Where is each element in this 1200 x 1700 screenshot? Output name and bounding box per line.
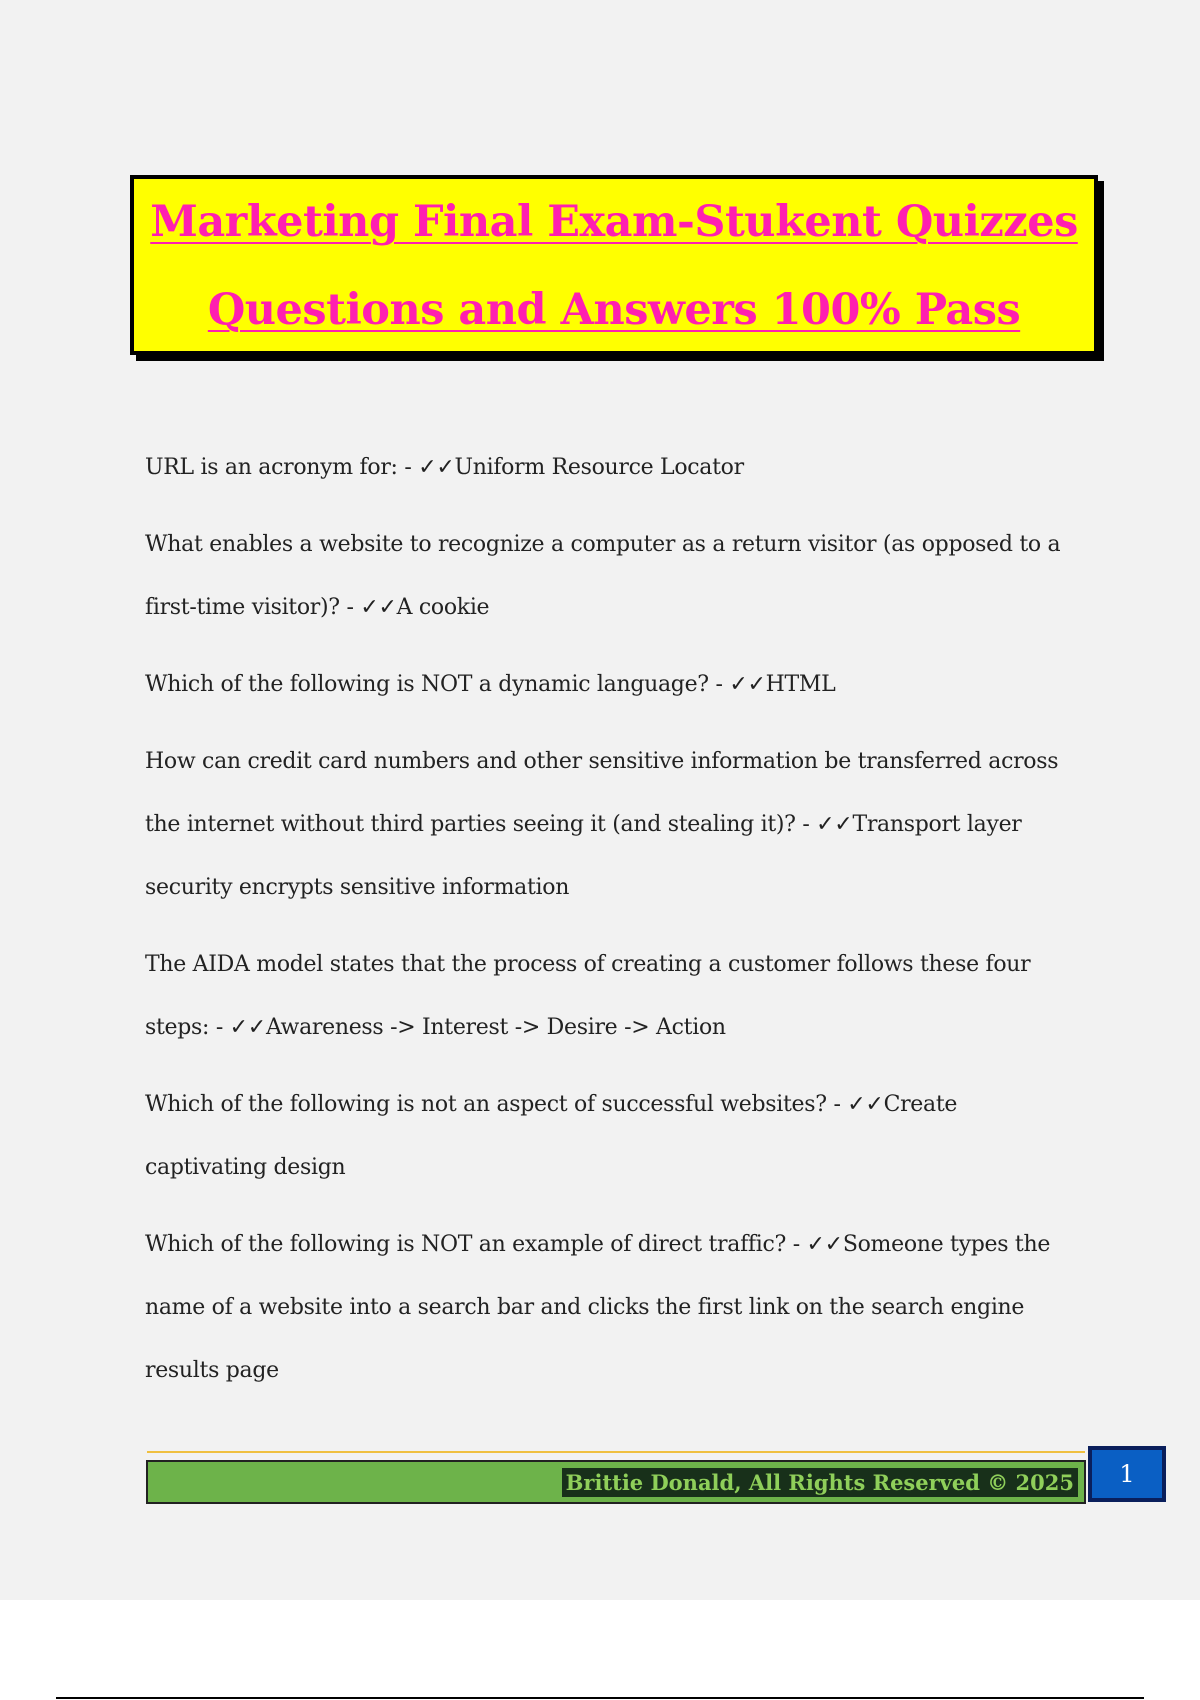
check-icon: ✓✓ <box>729 672 766 697</box>
check-icon: ✓✓ <box>847 1092 884 1117</box>
answer-text: HTML <box>765 672 836 697</box>
answer-text: Create captivating design <box>145 1092 958 1180</box>
question-text: How can credit card numbers and other sensitive information be transferred across the internet without third parties seeing it (and stealing it)? - <box>145 749 1059 837</box>
page-number: 1 <box>1088 1446 1166 1502</box>
question-text: What enables a website to recognize a computer as a return visitor (as opposed to a first-time visitor)? - <box>145 532 1061 620</box>
answer-text: Someone types the name of a website into a search bar and clicks the first link on the search engine results page <box>145 1232 1051 1383</box>
qa-list <box>145 436 1085 1416</box>
qa-item <box>145 513 1085 639</box>
question-text: Which of the following is NOT a dynamic language? - <box>145 672 730 697</box>
question-text: URL is an acronym for: - <box>145 455 419 480</box>
question-text: Which of the following is NOT an example of direct traffic? - <box>145 1232 807 1257</box>
check-icon: ✓✓ <box>816 812 853 837</box>
footer-bar <box>146 1460 1086 1504</box>
qa-item <box>145 653 1085 716</box>
question-text: Which of the following is not an aspect of successful websites? - <box>145 1092 848 1117</box>
qa-item <box>145 1213 1085 1402</box>
answer-text: Awareness -> Interest -> Desire -> Action <box>265 1015 726 1040</box>
page-bottom-divider <box>56 1697 1144 1699</box>
check-icon: ✓✓ <box>418 455 455 480</box>
answer-text: Uniform Resource Locator <box>454 455 744 480</box>
qa-item <box>145 436 1085 499</box>
qa-item <box>145 730 1085 919</box>
answer-text: Transport layer security encrypts sensitive information <box>145 812 1022 900</box>
title-line-1: Marketing Final Exam-Stukent Quizzes <box>150 197 1078 247</box>
check-icon: ✓✓ <box>360 595 397 620</box>
copyright-text: Brittie Donald, All Rights Reserved © 2025 <box>562 1468 1078 1497</box>
answer-text: A cookie <box>396 595 490 620</box>
qa-item <box>145 1073 1085 1199</box>
check-icon: ✓✓ <box>806 1232 843 1257</box>
title-box <box>130 175 1098 355</box>
title-line-2: Questions and Answers 100% Pass <box>207 285 1021 335</box>
footer-divider <box>147 1451 1085 1453</box>
question-text: The AIDA model states that the process of creating a customer follows these four steps: - <box>145 952 1031 1040</box>
qa-item <box>145 933 1085 1059</box>
check-icon: ✓✓ <box>229 1015 266 1040</box>
